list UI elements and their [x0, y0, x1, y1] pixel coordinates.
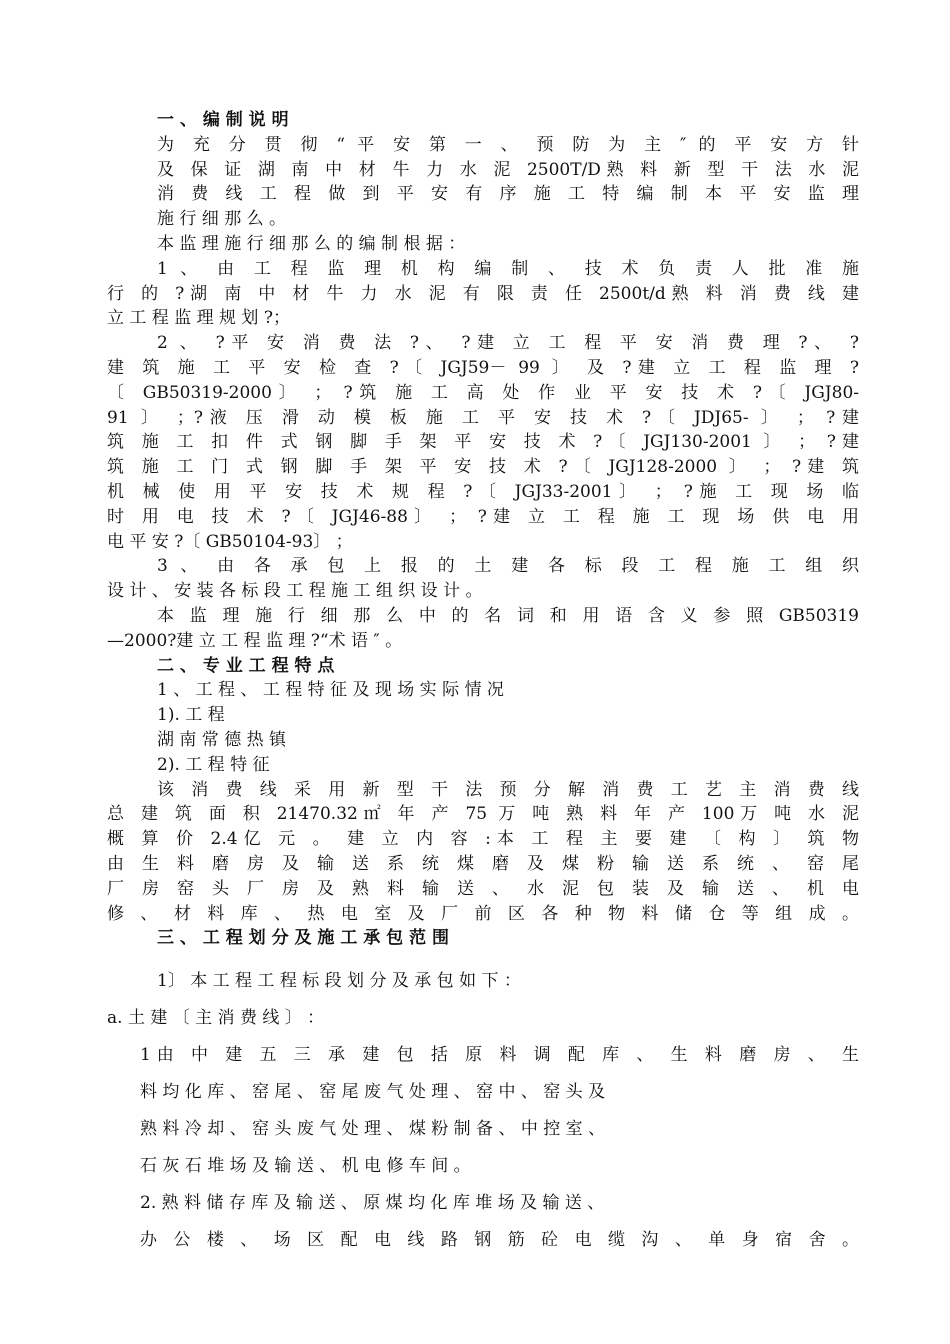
text-line: 施 行 细 那 么 。	[157, 209, 287, 230]
text-line: 概 算 价 2.4亿 元 。 建 立 内 容 :本 工 程 主 要 建 〔 构 〕 筑 物	[107, 829, 859, 850]
text-line: 1 、 工 程 、 工 程 特 征 及 现 场 实 际 情 况	[157, 680, 504, 701]
text-line: 湖 南 常 德 热 镇	[157, 729, 287, 750]
text-line: 及 保 证 湖 南 中 材 牛 力 水 泥 2500T/D熟 料 新 型 干 法 水 泥	[157, 159, 859, 180]
text-line: 3 、 由 各 承 包 上 报 的 土 建 各 标 段 工 程 施 工 组 织	[157, 556, 859, 577]
text-line: 总 建 筑 面 积 21470.32㎡ 年 产 75 万 吨 熟 料 年 产 100万 吨 水 泥	[107, 804, 859, 825]
text-line: 厂 房 窑 头 厂 房 及 熟 料 输 送 、 水 泥 包 装 及 输 送 、 机 电	[107, 878, 859, 899]
text-line: 由 生 料 磨 房 及 输 送 系 统 煤 磨 及 煤 粉 输 送 系 统 、 窑 尾	[107, 853, 859, 874]
text-line: 修 、 材 料 库 、 热 电 室 及 厂 前 区 各 种 物 料 储 仓 等 组 成 。	[107, 903, 859, 924]
text-line: 筑 施 工 扣 件 式 钢 脚 手 架 平 安 技 术 ?〔 JGJ130-2001 〕 ； ?建	[107, 432, 859, 453]
text-line: a. 土 建 〔 主 消 费 线 〕 ：	[107, 1008, 325, 1029]
text-line: 行 的 ?湖 南 中 材 牛 力 水 泥 有 限 责 任 2500t/d熟 料 消 费 线 建	[107, 283, 859, 304]
text-line: 〔 GB50319-2000〕 ； ?筑 施 工 高 处 作 业 平 安 技 术 ?〔 JGJ80-	[107, 382, 859, 403]
text-line: —2000?建 立 工 程 监 理 ?“术 语 ″ 。	[107, 630, 403, 651]
text-line: 料 均 化 库 、 窑 尾 、 窑 尾 废 气 处 理 、 窑 中 、 窑 头 及	[140, 1082, 606, 1103]
document-section-main	[107, 108, 859, 951]
text-line: 熟 料 冷 却 、 窑 头 废 气 处 理 、 煤 粉 制 备 、 中 控 室 、	[140, 1119, 606, 1140]
document-section-contract-scope	[107, 963, 859, 1259]
text-line: 为 充 分 贯 彻 “ 平 安 第 一 、 预 防 为 主 ″ 的 平 安 方 针	[157, 134, 859, 155]
text-line: 电 平 安 ?〔 GB50104-93〕 ；	[107, 531, 353, 552]
text-line: 消 费 线 工 程 做 到 平 安 有 序 施 工 特 编 制 本 平 安 监 理	[157, 184, 859, 205]
text-line: 时 用 电 技 术 ?〔 JGJ46-88〕 ； ?建 立 工 程 施 工 现 场 供 电 用	[107, 506, 859, 527]
text-line: 设 计 、 安 装 各 标 段 工 程 施 工 组 织 设 计 。	[107, 581, 483, 602]
text-line: 2). 工 程 特 征	[157, 754, 270, 775]
text-line: 机 械 使 用 平 安 技 术 规 程 ?〔 JGJ33-2001〕 ； ?施 工 现 场 临	[107, 481, 859, 502]
text-line: 该 消 费 线 采 用 新 型 干 法 预 分 解 消 费 工 艺 主 消 费 线	[157, 779, 859, 800]
section-heading: 三 、 工 程 划 分 及 施 工 承 包 范 围	[157, 928, 450, 949]
text-line: 石 灰 石 堆 场 及 输 送 、 机 电 修 车 间 。	[140, 1156, 471, 1177]
text-line: 立 工 程 监 理 规 划 ?；	[107, 308, 290, 329]
section-heading: 二 、 专 业 工 程 特 点	[157, 655, 335, 676]
text-line: 本 监 理 施 行 细 那 么 中 的 名 词 和 用 语 含 义 参 照 GB50319	[157, 605, 859, 626]
text-line: 1 、 由 工 程 监 理 机 构 编 制 、 技 术 负 责 人 批 准 施	[157, 258, 859, 279]
document-body	[107, 108, 859, 1259]
text-line: 筑 施 工 门 式 钢 脚 手 架 平 安 技 术 ?〔 JGJ128-2000 〕 ； ?建 筑	[107, 457, 859, 478]
text-line: 1〕 本 工 程 工 程 标 段 划 分 及 承 包 如 下 ：	[157, 971, 521, 992]
text-line: 2 、 ?平 安 消 费 法 ?、 ?建 立 工 程 平 安 消 费 理 ?、 ?	[157, 333, 859, 354]
text-line: 办 公 楼 、 场 区 配 电 线 路 钢 筋 砼 电 缆 沟 、 单 身 宿 舍 。	[140, 1230, 859, 1251]
text-line: 2. 熟 料 储 存 库 及 输 送 、 原 煤 均 化 库 堆 场 及 输 送 、	[140, 1193, 605, 1214]
text-line: 本 监 理 施 行 细 那 么 的 编 制 根 据 ：	[157, 233, 466, 254]
text-line: 91 〕 ；?液 压 滑 动 模 板 施 工 平 安 技 术 ?〔 JDJ65- 〕 ； ?建	[107, 407, 859, 428]
text-line: 1由 中 建 五 三 承 建 包 括 原 料 调 配 库 、 生 料 磨 房 、 生	[140, 1045, 859, 1066]
text-line: 1). 工 程	[157, 705, 225, 726]
section-heading: 一 、 编 制 说 明	[157, 110, 289, 130]
text-line: 建 筑 施 工 平 安 检 查 ?〔 JGJ59－ 99 〕 及 ?建 立 工 程 监 理 ?	[107, 357, 859, 378]
